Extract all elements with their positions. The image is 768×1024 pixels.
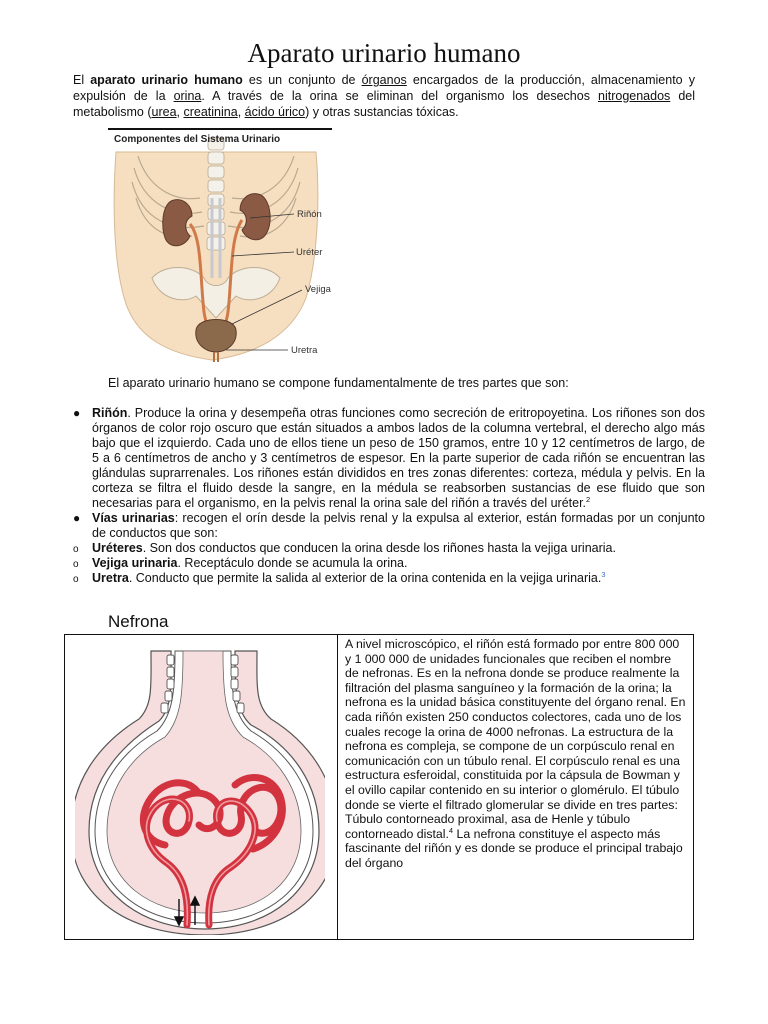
intro-text: ) y otras sustancias tóxicas. — [305, 105, 459, 119]
intro-text: . A través de la orina se eliminan del organismo los desechos — [201, 89, 598, 103]
list-item-term: Uréteres — [92, 541, 143, 555]
sub-bullet-marker: o — [73, 574, 79, 585]
nefrona-text: A nivel microscópico, el riñón está formado por entre 800 000 y 1 000 000 de unidades funcionales que reciben el nombre de nefronas. Es en la nefrona donde se produce realmente la filtración del plasma sanguíneo y la formación de la orina; la nefrona es la unidad básica constituyente del órgano renal. En cada riñón existen 250 conductos colectores, cada uno de los cuales recoge la orina de 4000 nefronas. La estructura de la nefrona es compleja, se compone de un corpúsculo renal en comunicación con un túbulo renal. El corpúsculo renal es una estructura esferoidal, constituida por la cápsula de Bowman y el ovillo capilar contenido en su interior o glomérulo. El túbulo donde se vierte el filtrado glomerular se divide en tres partes: Túbulo contorneado proximal, asa de Henle y túbulo contorneado distal. — [345, 637, 686, 841]
bullet-marker: ● — [73, 406, 81, 420]
bullet-marker: ● — [73, 511, 81, 525]
intro-text: del metabolismo ( — [73, 89, 695, 119]
label-vejiga: Vejiga — [305, 284, 331, 295]
list-item-text: . Conducto que permite la salida al exterior de la orina contenida en la vejiga urinaria. — [128, 571, 602, 585]
link-orina[interactable]: orina — [173, 89, 202, 103]
nephron-illustration — [75, 645, 325, 935]
label-uretra: Uretra — [291, 345, 318, 356]
list-item — [73, 541, 705, 556]
intro-text: El — [73, 73, 91, 87]
bladder — [196, 320, 236, 353]
link-nitrogenados[interactable]: nitrogenados — [598, 89, 671, 103]
figure-title: Componentes del Sistema Urinario — [114, 134, 281, 145]
sub-bullet-marker: o — [73, 544, 79, 555]
nefrona-table — [64, 634, 694, 940]
list-item-text: . Produce la orina y desempeña otras funciones como secreción de eritropoyetina. Los riñones son dos órganos de color rojo oscuro que están situados a ambos lados de la columna vertebral, el derecho algo más bajo que el izquierdo. Cada uno de ellos tiene un peso de 150 gramos, entre 10 y 12 centímetros de largo, de 5 a 6 centímetros de ancho y 3 centímetros de espesor. En la parte superior de cada riñón se encuentran las glándulas suprarrenales. Los riñones están divididos en tres zonas diferentes: corteza, médula y pelvis. En la corteza se filtra el fluido desde la sangre, en la médula se reabsorben sustancias de ese fluido que son necesarias para el organismo, en la pelvis renal la orina sale del riñón a través del uréter. — [92, 406, 705, 510]
list-item-term: Vías urinarias — [92, 511, 175, 525]
nefrona-description — [345, 637, 687, 871]
footnote-ref[interactable]: 2 — [586, 494, 591, 504]
intro-text: , — [237, 105, 245, 119]
intro-text: encargados de la producción, almacenamiento y expulsión de la — [73, 73, 695, 103]
link-creatinina[interactable]: creatinina — [183, 105, 238, 119]
list-item — [73, 556, 705, 571]
section-heading-nefrona: Nefrona — [108, 612, 169, 631]
footnote-ref[interactable]: 4 — [448, 825, 454, 835]
sub-bullet-marker: o — [73, 559, 79, 570]
spine — [207, 138, 225, 250]
list-item — [73, 511, 705, 541]
link-acido-urico[interactable]: ácido úrico — [244, 105, 306, 119]
label-ureter: Uréter — [296, 247, 323, 258]
intro-text: es un conjunto de — [242, 73, 362, 87]
list-item — [73, 571, 705, 586]
label-rinon: Riñón — [297, 209, 322, 220]
list-item-term: Uretra — [92, 571, 129, 585]
figure-top-rule — [108, 128, 332, 130]
urinary-system-illustration — [108, 128, 334, 364]
table-column-divider — [337, 635, 338, 939]
intro-bold-term: aparato urinario humano — [90, 73, 243, 87]
link-organos[interactable]: órganos — [361, 73, 407, 87]
intro-text: , — [176, 105, 184, 119]
intro-paragraph — [73, 72, 695, 120]
parts-list — [73, 406, 705, 586]
nefrona-text: La nefrona constituye el aspecto más fascinante del riñón y es donde se produce el principal trabajo del órgano — [345, 826, 683, 870]
footnote-ref[interactable]: 3 — [601, 569, 606, 579]
list-item-text: : recogen el orín desde la pelvis renal y la expulsa al exterior, están formadas por un conjunto de conductos que son: — [92, 511, 705, 540]
lead-sentence: El aparato urinario humano se compone fundamentalmente de tres partes que son: — [108, 376, 569, 390]
list-item-text: . Son dos conductos que conducen la orina desde los riñones hasta la vejiga urinaria. — [142, 541, 616, 555]
list-item-text: . Receptáculo donde se acumula la orina. — [177, 556, 408, 570]
list-item-term: Vejiga urinaria — [92, 556, 178, 570]
list-item — [73, 406, 705, 511]
list-item-term: Riñón — [92, 406, 128, 420]
link-urea[interactable]: urea — [151, 105, 177, 119]
page-title: Aparato urinario humano — [247, 38, 521, 68]
